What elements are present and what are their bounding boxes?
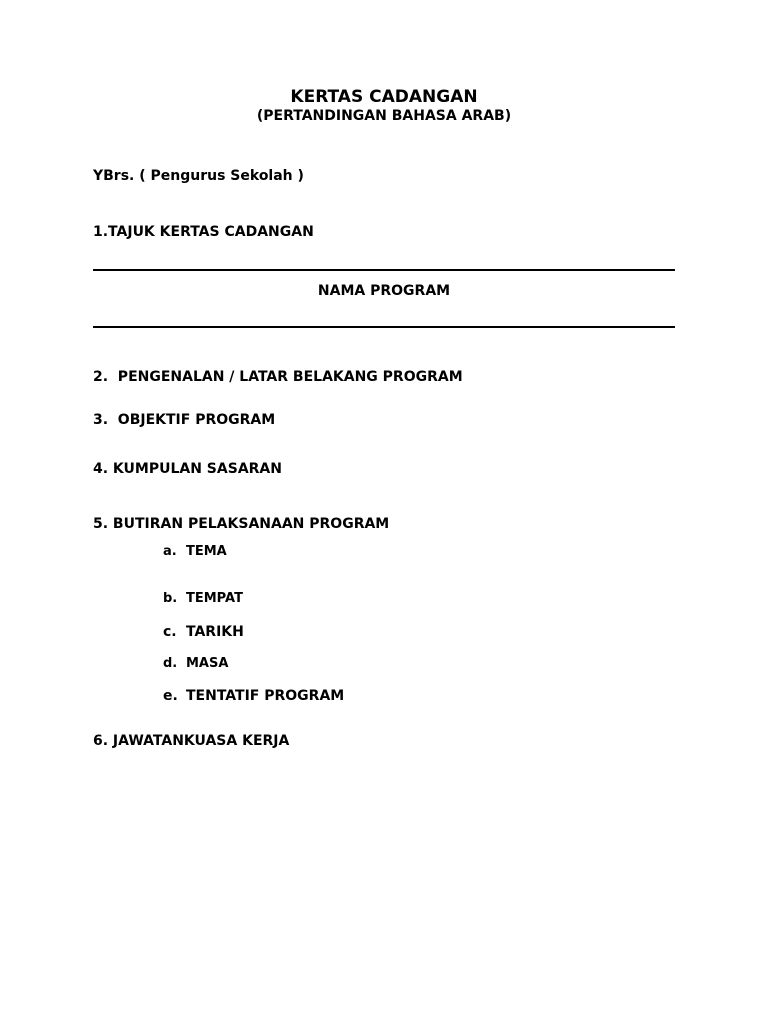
list-marker: e. bbox=[163, 688, 178, 704]
list-marker: c. bbox=[163, 624, 177, 640]
list-marker: b. bbox=[163, 591, 178, 606]
list-label: TARIKH bbox=[186, 624, 244, 640]
list-marker: a. bbox=[163, 544, 177, 559]
list-label: TENTATIF PROGRAM bbox=[186, 688, 345, 704]
document-title: KERTAS CADANGAN bbox=[290, 87, 478, 107]
list-marker: d. bbox=[163, 656, 178, 671]
program-name: NAMA PROGRAM bbox=[317, 283, 451, 299]
list-label: MASA bbox=[186, 656, 229, 671]
list-label: TEMPAT bbox=[186, 591, 243, 606]
section-5-heading: 5. BUTIRAN PELAKSANAAN PROGRAM bbox=[93, 516, 390, 532]
list-item bbox=[163, 592, 243, 605]
top-divider bbox=[93, 269, 675, 271]
list-item bbox=[163, 657, 228, 670]
list-item bbox=[163, 625, 244, 639]
addressee: YBrs. ( Pengurus Sekolah ) bbox=[93, 168, 304, 184]
document-subtitle: (PERTANDINGAN BAHASA ARAB) bbox=[256, 108, 512, 124]
list-item bbox=[163, 545, 227, 558]
section-6-heading: 6. JAWATANKUASA KERJA bbox=[93, 733, 290, 749]
section-4-heading: 4. KUMPULAN SASARAN bbox=[93, 461, 282, 477]
section-1-heading: 1.TAJUK KERTAS CADANGAN bbox=[93, 224, 314, 240]
bottom-divider bbox=[93, 326, 675, 328]
section-3-heading: 3. OBJEKTIF PROGRAM bbox=[93, 412, 276, 428]
section-2-heading: 2. PENGENALAN / LATAR BELAKANG PROGRAM bbox=[93, 369, 463, 385]
list-label: TEMA bbox=[186, 544, 227, 559]
list-item bbox=[163, 689, 344, 703]
